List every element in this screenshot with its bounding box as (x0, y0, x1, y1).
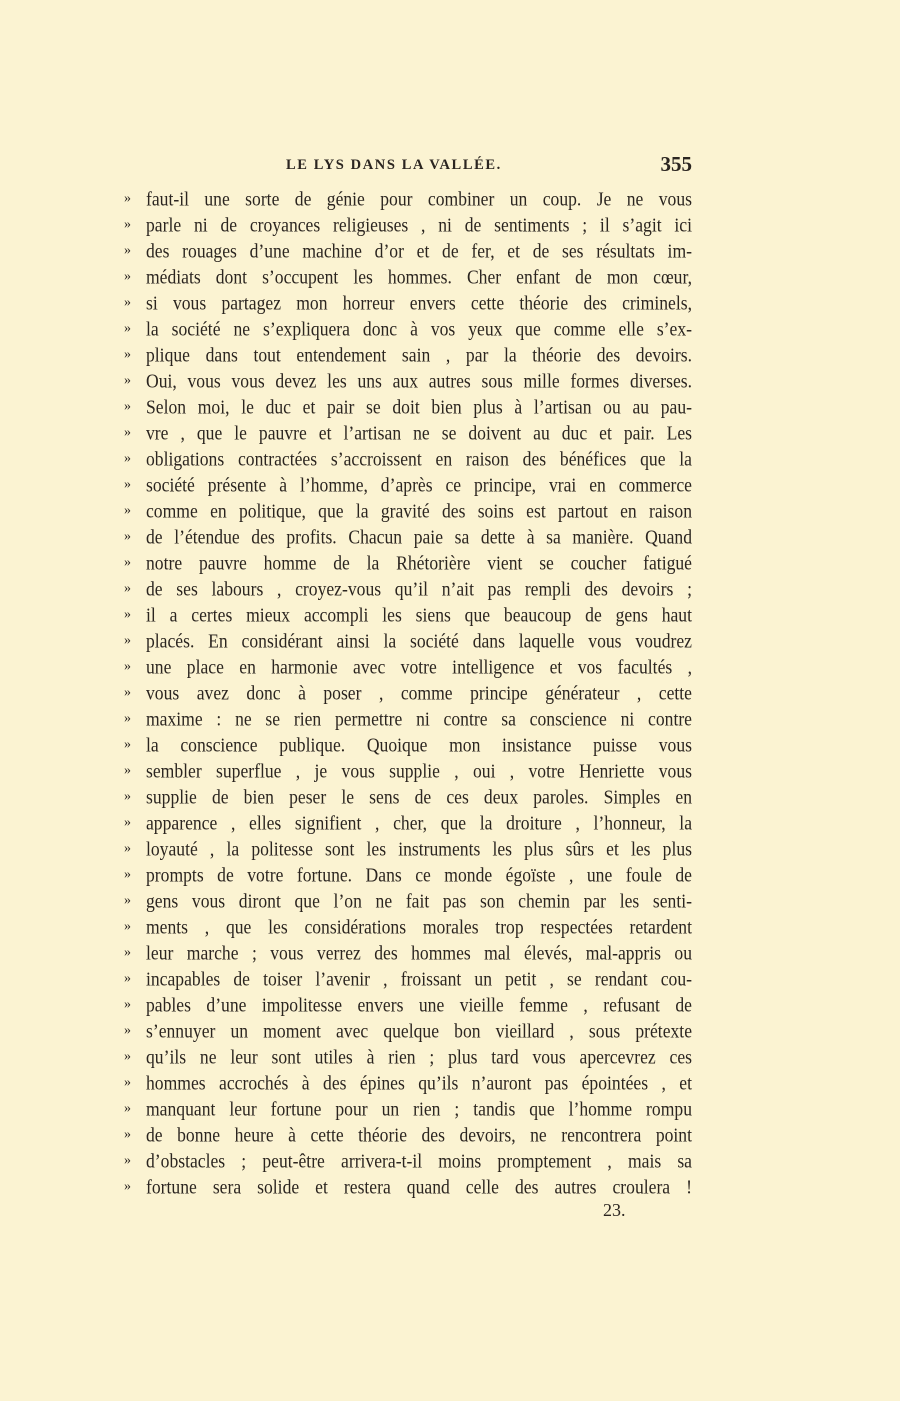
text-line (124, 1018, 694, 1044)
line-text: sembler superflue , je vous supplie , oui , votre Henriette vous (146, 759, 692, 783)
quotation-mark: » (124, 919, 131, 934)
line-text: notre pauvre homme de la Rhétorière vient se coucher fatigué (146, 551, 692, 575)
text-line (124, 940, 694, 966)
line-text: placés. En considérant ainsi la société dans laquelle vous voudrez (146, 629, 692, 653)
text-line (124, 810, 694, 836)
quotation-mark: » (124, 711, 131, 726)
line-text: comme en politique, que la gravité des soins est partout en raison (146, 499, 692, 523)
line-text: si vous partagez mon horreur envers cette théorie des criminels, (146, 291, 692, 315)
line-text: obligations contractées s’accroissent en raison des bénéfices que la (146, 447, 692, 471)
line-text: supplie de bien peser le sens de ces deux paroles. Simples en (146, 785, 692, 809)
quotation-mark: » (124, 815, 131, 830)
quotation-mark: » (124, 607, 131, 622)
text-line (124, 368, 694, 394)
quotation-mark: » (124, 763, 131, 778)
quotation-mark: » (124, 659, 131, 674)
quotation-mark: » (124, 373, 131, 388)
line-text: parle ni de croyances religieuses , ni de sentiments ; il s’agit ici (146, 213, 692, 237)
line-text: apparence , elles signifient , cher, que la droiture , l’honneur, la (146, 811, 692, 835)
line-text: fortune sera solide et restera quand celle des autres croulera ! (146, 1175, 692, 1199)
text-line (124, 316, 694, 342)
quotation-mark: » (124, 425, 131, 440)
quotation-mark: » (124, 321, 131, 336)
line-text: Oui, vous vous devez les uns aux autres sous mille formes diverses. (146, 369, 692, 393)
text-line (124, 628, 694, 654)
text-line (124, 836, 694, 862)
text-line (124, 1044, 694, 1070)
text-line (124, 576, 694, 602)
text-line (124, 706, 694, 732)
body-text (124, 186, 694, 1200)
quotation-mark: » (124, 789, 131, 804)
quotation-mark: » (124, 529, 131, 544)
quotation-mark: » (124, 581, 131, 596)
text-line (124, 1122, 694, 1148)
text-line (124, 680, 694, 706)
quotation-mark: » (124, 1127, 131, 1142)
quotation-mark: » (124, 841, 131, 856)
line-text: manquant leur fortune pour un rien ; tandis que l’homme rompu (146, 1097, 692, 1121)
text-line (124, 654, 694, 680)
line-text: médiats dont s’occupent les hommes. Cher enfant de mon cœur, (146, 265, 692, 289)
text-line (124, 758, 694, 784)
line-text: s’ennuyer un moment avec quelque bon vieillard , sous prétexte (146, 1019, 692, 1043)
text-line (124, 524, 694, 550)
quotation-mark: » (124, 945, 131, 960)
quotation-mark: » (124, 867, 131, 882)
line-text: plique dans tout entendement sain , par la théorie des devoirs. (146, 343, 692, 367)
line-text: de l’étendue des profits. Chacun paie sa dette à sa manière. Quand (146, 525, 692, 549)
line-text: de ses labours , croyez-vous qu’il n’ait pas rempli des devoirs ; (146, 577, 692, 601)
line-text: vre , que le pauvre et l’artisan ne se doivent au duc et pair. Les (146, 421, 692, 445)
text-line (124, 264, 694, 290)
page-header (280, 152, 692, 181)
page-number: 355 (660, 152, 692, 176)
line-text: société présente à l’homme, d’après ce principe, vrai en commerce (146, 473, 692, 497)
running-title: LE LYS DANS LA VALLÉE. (286, 157, 502, 173)
quotation-mark: » (124, 269, 131, 284)
quotation-mark: » (124, 1179, 131, 1194)
text-line (124, 472, 694, 498)
line-text: loyauté , la politesse sont les instruments les plus sûrs et les plus (146, 837, 692, 861)
line-text: il a certes mieux accompli les siens que beaucoup de gens haut (146, 603, 692, 627)
text-line (124, 1148, 694, 1174)
text-line (124, 342, 694, 368)
text-line (124, 394, 694, 420)
quotation-mark: » (124, 295, 131, 310)
quotation-mark: » (124, 1101, 131, 1116)
line-text: vous avez donc à poser , comme principe générateur , cette (146, 681, 692, 705)
text-line (124, 290, 694, 316)
line-text: des rouages d’une machine d’or et de fer, et de ses résultats im- (146, 239, 692, 263)
text-line (124, 914, 694, 940)
text-line (124, 992, 694, 1018)
quotation-mark: » (124, 1075, 131, 1090)
quotation-mark: » (124, 477, 131, 492)
quotation-mark: » (124, 451, 131, 466)
quotation-mark: » (124, 347, 131, 362)
quotation-mark: » (124, 971, 131, 986)
quotation-mark: » (124, 191, 131, 206)
quotation-mark: » (124, 399, 131, 414)
line-text: la société ne s’expliquera donc à vos yeux que comme elle s’ex- (146, 317, 692, 341)
quotation-mark: » (124, 503, 131, 518)
text-line (124, 1174, 694, 1200)
quotation-mark: » (124, 1153, 131, 1168)
line-text: pables d’une impolitesse envers une vieille femme , refusant de (146, 993, 692, 1017)
line-text: de bonne heure à cette théorie des devoirs, ne rencontrera point (146, 1123, 692, 1147)
line-text: incapables de toiser l’avenir , froissant un petit , se rendant cou- (146, 967, 692, 991)
text-line (124, 446, 694, 472)
text-line (124, 1096, 694, 1122)
text-line (124, 862, 694, 888)
line-text: maxime : ne se rien permettre ni contre sa conscience ni contre (146, 707, 692, 731)
quotation-mark: » (124, 997, 131, 1012)
text-line (124, 498, 694, 524)
text-line (124, 888, 694, 914)
line-text: faut-il une sorte de génie pour combiner un coup. Je ne vous (146, 187, 692, 211)
signature-mark: 23. (603, 1200, 626, 1220)
quotation-mark: » (124, 893, 131, 908)
text-line (124, 420, 694, 446)
line-text: d’obstacles ; peut-être arrivera-t-il moins promptement , mais sa (146, 1149, 692, 1173)
line-text: prompts de votre fortune. Dans ce monde égoïste , une foule de (146, 863, 692, 887)
line-text: la conscience publique. Quoique mon insistance puisse vous (146, 733, 692, 757)
line-text: qu’ils ne leur sont utiles à rien ; plus tard vous apercevrez ces (146, 1045, 692, 1069)
quotation-mark: » (124, 555, 131, 570)
quotation-mark: » (124, 217, 131, 232)
line-text: une place en harmonie avec votre intelligence et vos facultés , (146, 655, 692, 679)
line-text: leur marche ; vous verrez des hommes mal élevés, mal-appris ou (146, 941, 692, 965)
line-text: ments , que les considérations morales trop respectées retardent (146, 915, 692, 939)
line-text: Selon moi, le duc et pair se doit bien plus à l’artisan ou au pau- (146, 395, 692, 419)
line-text: gens vous diront que l’on ne fait pas son chemin par les senti- (146, 889, 692, 913)
quotation-mark: » (124, 1023, 131, 1038)
text-line (124, 732, 694, 758)
text-line (124, 212, 694, 238)
text-line (124, 238, 694, 264)
text-line (124, 186, 694, 212)
text-line (124, 784, 694, 810)
text-line (124, 1070, 694, 1096)
quotation-mark: » (124, 737, 131, 752)
text-line (124, 550, 694, 576)
text-line (124, 602, 694, 628)
quotation-mark: » (124, 1049, 131, 1064)
line-text: hommes accrochés à des épines qu’ils n’auront pas épointées , et (146, 1071, 692, 1095)
quotation-mark: » (124, 243, 131, 258)
quotation-mark: » (124, 685, 131, 700)
text-line (124, 966, 694, 992)
quotation-mark: » (124, 633, 131, 648)
